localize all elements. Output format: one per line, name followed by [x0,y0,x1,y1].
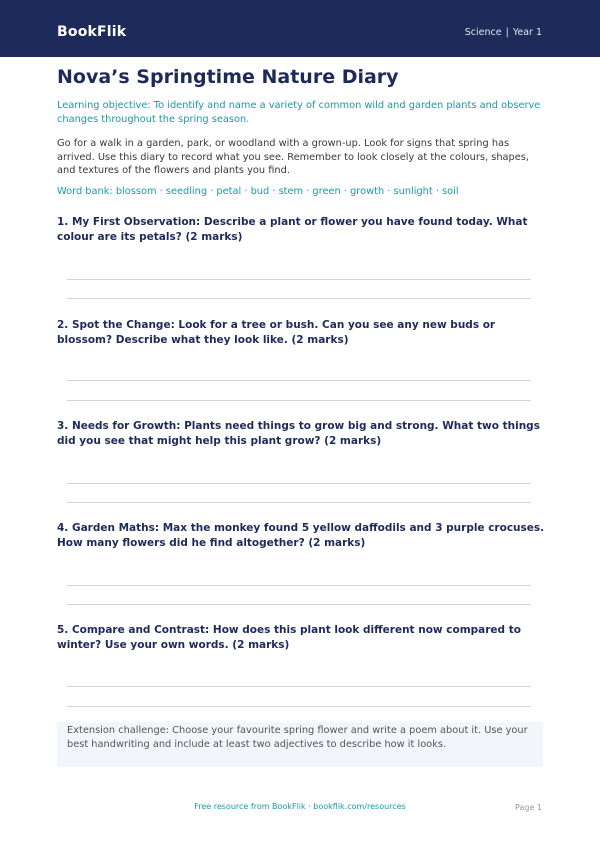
answer-line[interactable] [67,686,531,687]
answer-line[interactable] [67,483,531,484]
answer-line[interactable] [67,380,531,381]
question-4: 4. Garden Maths: Max the monkey found 5 yellow daffodils and 3 purple crocuses. How many flowers did he find altogether? (2 marks) [57,522,545,549]
answer-line[interactable] [67,585,531,586]
answer-line[interactable] [67,502,531,503]
year-label: Year 1 [512,27,542,38]
footer-resource-link[interactable]: Free resource from BookFlik · bookflik.com/resources [194,802,406,811]
learning-objective: Learning objective: To identify and name a variety of common wild and garden plants and observe changes throughout the spring season. [57,100,541,125]
separator: | [505,27,509,38]
word-bank: Word bank: blossom · seedling · petal · bud · stem · green · growth · sunlight · soil [57,186,459,197]
answer-line[interactable] [67,298,531,299]
answer-line[interactable] [67,706,531,707]
brand-logo-text: BookFlik [57,24,127,40]
answer-line[interactable] [67,279,531,280]
page-title: Nova’s Springtime Nature Diary [57,66,399,88]
answer-line[interactable] [67,400,531,401]
answer-line[interactable] [67,604,531,605]
question-1: 1. My First Observation: Describe a plant or flower you have found today. What colour are its petals? (2 marks) [57,216,528,243]
extension-challenge-box [57,722,543,767]
extension-challenge-text: Extension challenge: Choose your favourite spring flower and write a poem about it. Use your best handwriting and include at least two adjectives to describe how it looks. [67,725,528,750]
page-number: Page 1 [515,803,542,812]
subject-label: Science [464,27,502,38]
page-header [0,0,600,57]
question-5: 5. Compare and Contrast: How does this plant look different now compared to winter? Use your own words. (2 marks) [57,624,521,651]
question-2: 2. Spot the Change: Look for a tree or bush. Can you see any new buds or blossom? Describe what they look like. (2 marks) [57,319,496,346]
subject-year-label [465,27,542,39]
question-3: 3. Needs for Growth: Plants need things to grow big and strong. What two things did you see that might help this plant grow? (2 marks) [57,420,540,447]
intro-paragraph: Go for a walk in a garden, park, or woodland with a grown-up. Look for signs that spring has arrived. Use this diary to record what you see. Remember to look closely at the colours, shapes, and textures of the flowers and plants you find. [57,138,530,176]
